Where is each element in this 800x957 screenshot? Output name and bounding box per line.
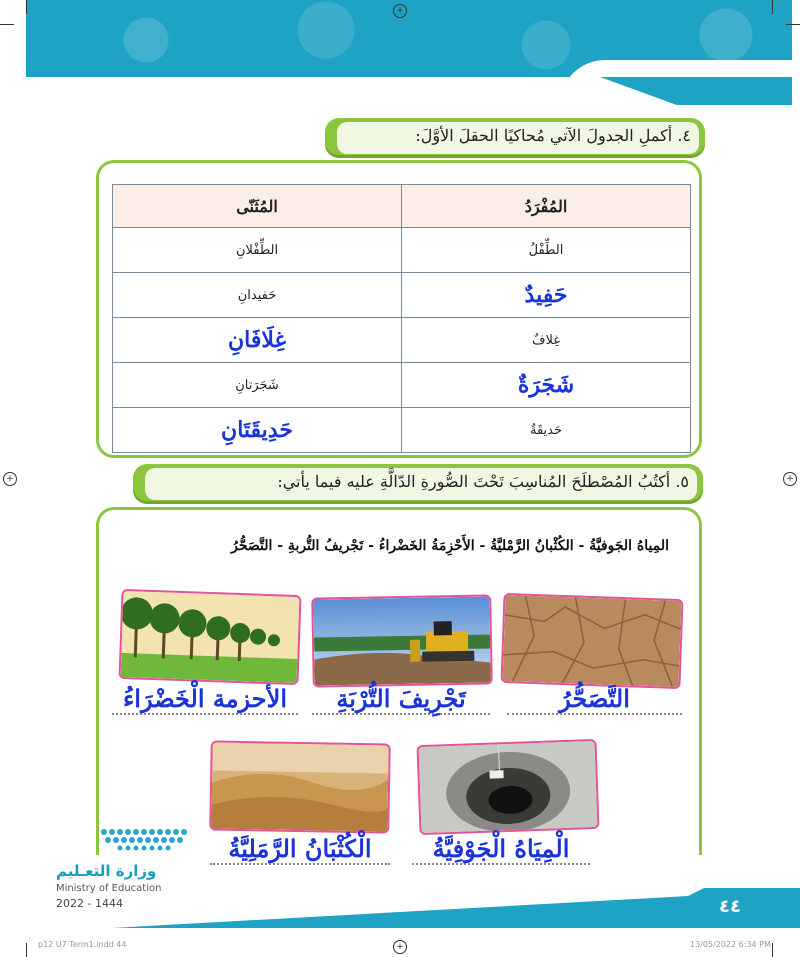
header-singular: المُفْرَدُ bbox=[402, 185, 691, 228]
table-row bbox=[113, 408, 691, 453]
singular-cell: غِلافٌ bbox=[402, 318, 691, 363]
caption-desertification: التَّصَحُّرُ bbox=[507, 684, 682, 715]
singular-dual-table bbox=[112, 184, 691, 453]
crop-mark bbox=[772, 0, 773, 14]
table-row bbox=[113, 318, 691, 363]
registration-mark-icon: + bbox=[393, 4, 407, 18]
crop-mark bbox=[772, 943, 773, 957]
caption-soil-erosion: تَجْرِيفَ التُّرْبَةِ bbox=[312, 684, 490, 715]
dual-cell: شَجَرَتانِ bbox=[113, 363, 402, 408]
palm-trees-photo bbox=[118, 589, 301, 685]
table-row bbox=[113, 228, 691, 273]
singular-cell: حَديقَةٌ bbox=[402, 408, 691, 453]
section-4-panel bbox=[96, 160, 702, 458]
dual-cell: حَدِيقَتَانِ bbox=[113, 408, 402, 453]
table-row bbox=[113, 363, 691, 408]
caption-groundwater: الْمِيَاهُ الْجَوْفِيَّةُ bbox=[412, 834, 590, 865]
singular-cell: حَفِيدٌ bbox=[402, 273, 691, 318]
dual-cell: غِلَافَانِ bbox=[113, 318, 402, 363]
registration-mark-icon: + bbox=[3, 472, 17, 486]
footer-timestamp: 13/05/2022 6:34 PM bbox=[690, 940, 771, 949]
crop-mark bbox=[786, 24, 800, 25]
dual-cell: حَفيدانِ bbox=[113, 273, 402, 318]
ministry-year: 2022 - 1444 bbox=[56, 897, 123, 910]
registration-mark-icon: + bbox=[393, 940, 407, 954]
table-row bbox=[113, 273, 691, 318]
footer-file-name: p12 U7 Term1.indd 44 bbox=[38, 940, 127, 949]
section-5-header bbox=[133, 464, 703, 504]
section-5-title: ٥. أكتُبُ المُصْطلَحَ المُناسِبَ تَحْتَ الصُّورةِ الدّالَّةِ عليه فيما يأتي: bbox=[277, 472, 689, 491]
section-4-header bbox=[325, 118, 705, 158]
header-dual: المُثَنّى bbox=[113, 185, 402, 228]
well-photo bbox=[416, 739, 599, 835]
table-header-row bbox=[113, 185, 691, 228]
terms-list: المِياهُ الجَوفيَّةُ - الكُثْبانُ الرَّمْليَّةُ - الأَحْزِمَةُ الخَضْراءُ - تَجْريفُ التُّربةِ - التَّصَحُّرُ bbox=[231, 538, 669, 554]
ministry-logo-english: Ministry of Education bbox=[56, 883, 162, 894]
dual-cell: الطِّفْلانِ bbox=[113, 228, 402, 273]
caption-sand-dunes: الْكُثْبَانُ الرَّمَلِيَّةُ bbox=[210, 834, 390, 865]
page-number: ٤٤ bbox=[719, 896, 741, 917]
bulldozer-photo bbox=[311, 594, 493, 687]
singular-cell: شَجَرَةٌ bbox=[402, 363, 691, 408]
caption-green-belts: الأحزمة الْخَضْرَاءُ bbox=[112, 684, 298, 715]
crop-mark bbox=[26, 0, 27, 14]
sand-dunes-photo bbox=[209, 740, 391, 833]
singular-cell: الطِّفْلُ bbox=[402, 228, 691, 273]
section-4-title: ٤. أكملِ الجدولَ الآتي مُحاكيًا الحقلَ الأوَّلَ: bbox=[415, 126, 691, 145]
registration-mark-icon: + bbox=[783, 472, 797, 486]
crop-mark bbox=[0, 24, 14, 25]
vision-logo-icon bbox=[98, 826, 193, 856]
cracked-earth-photo bbox=[500, 593, 683, 689]
crop-mark bbox=[26, 943, 27, 957]
ministry-logo-arabic: وزارة التعـليم bbox=[56, 862, 157, 880]
